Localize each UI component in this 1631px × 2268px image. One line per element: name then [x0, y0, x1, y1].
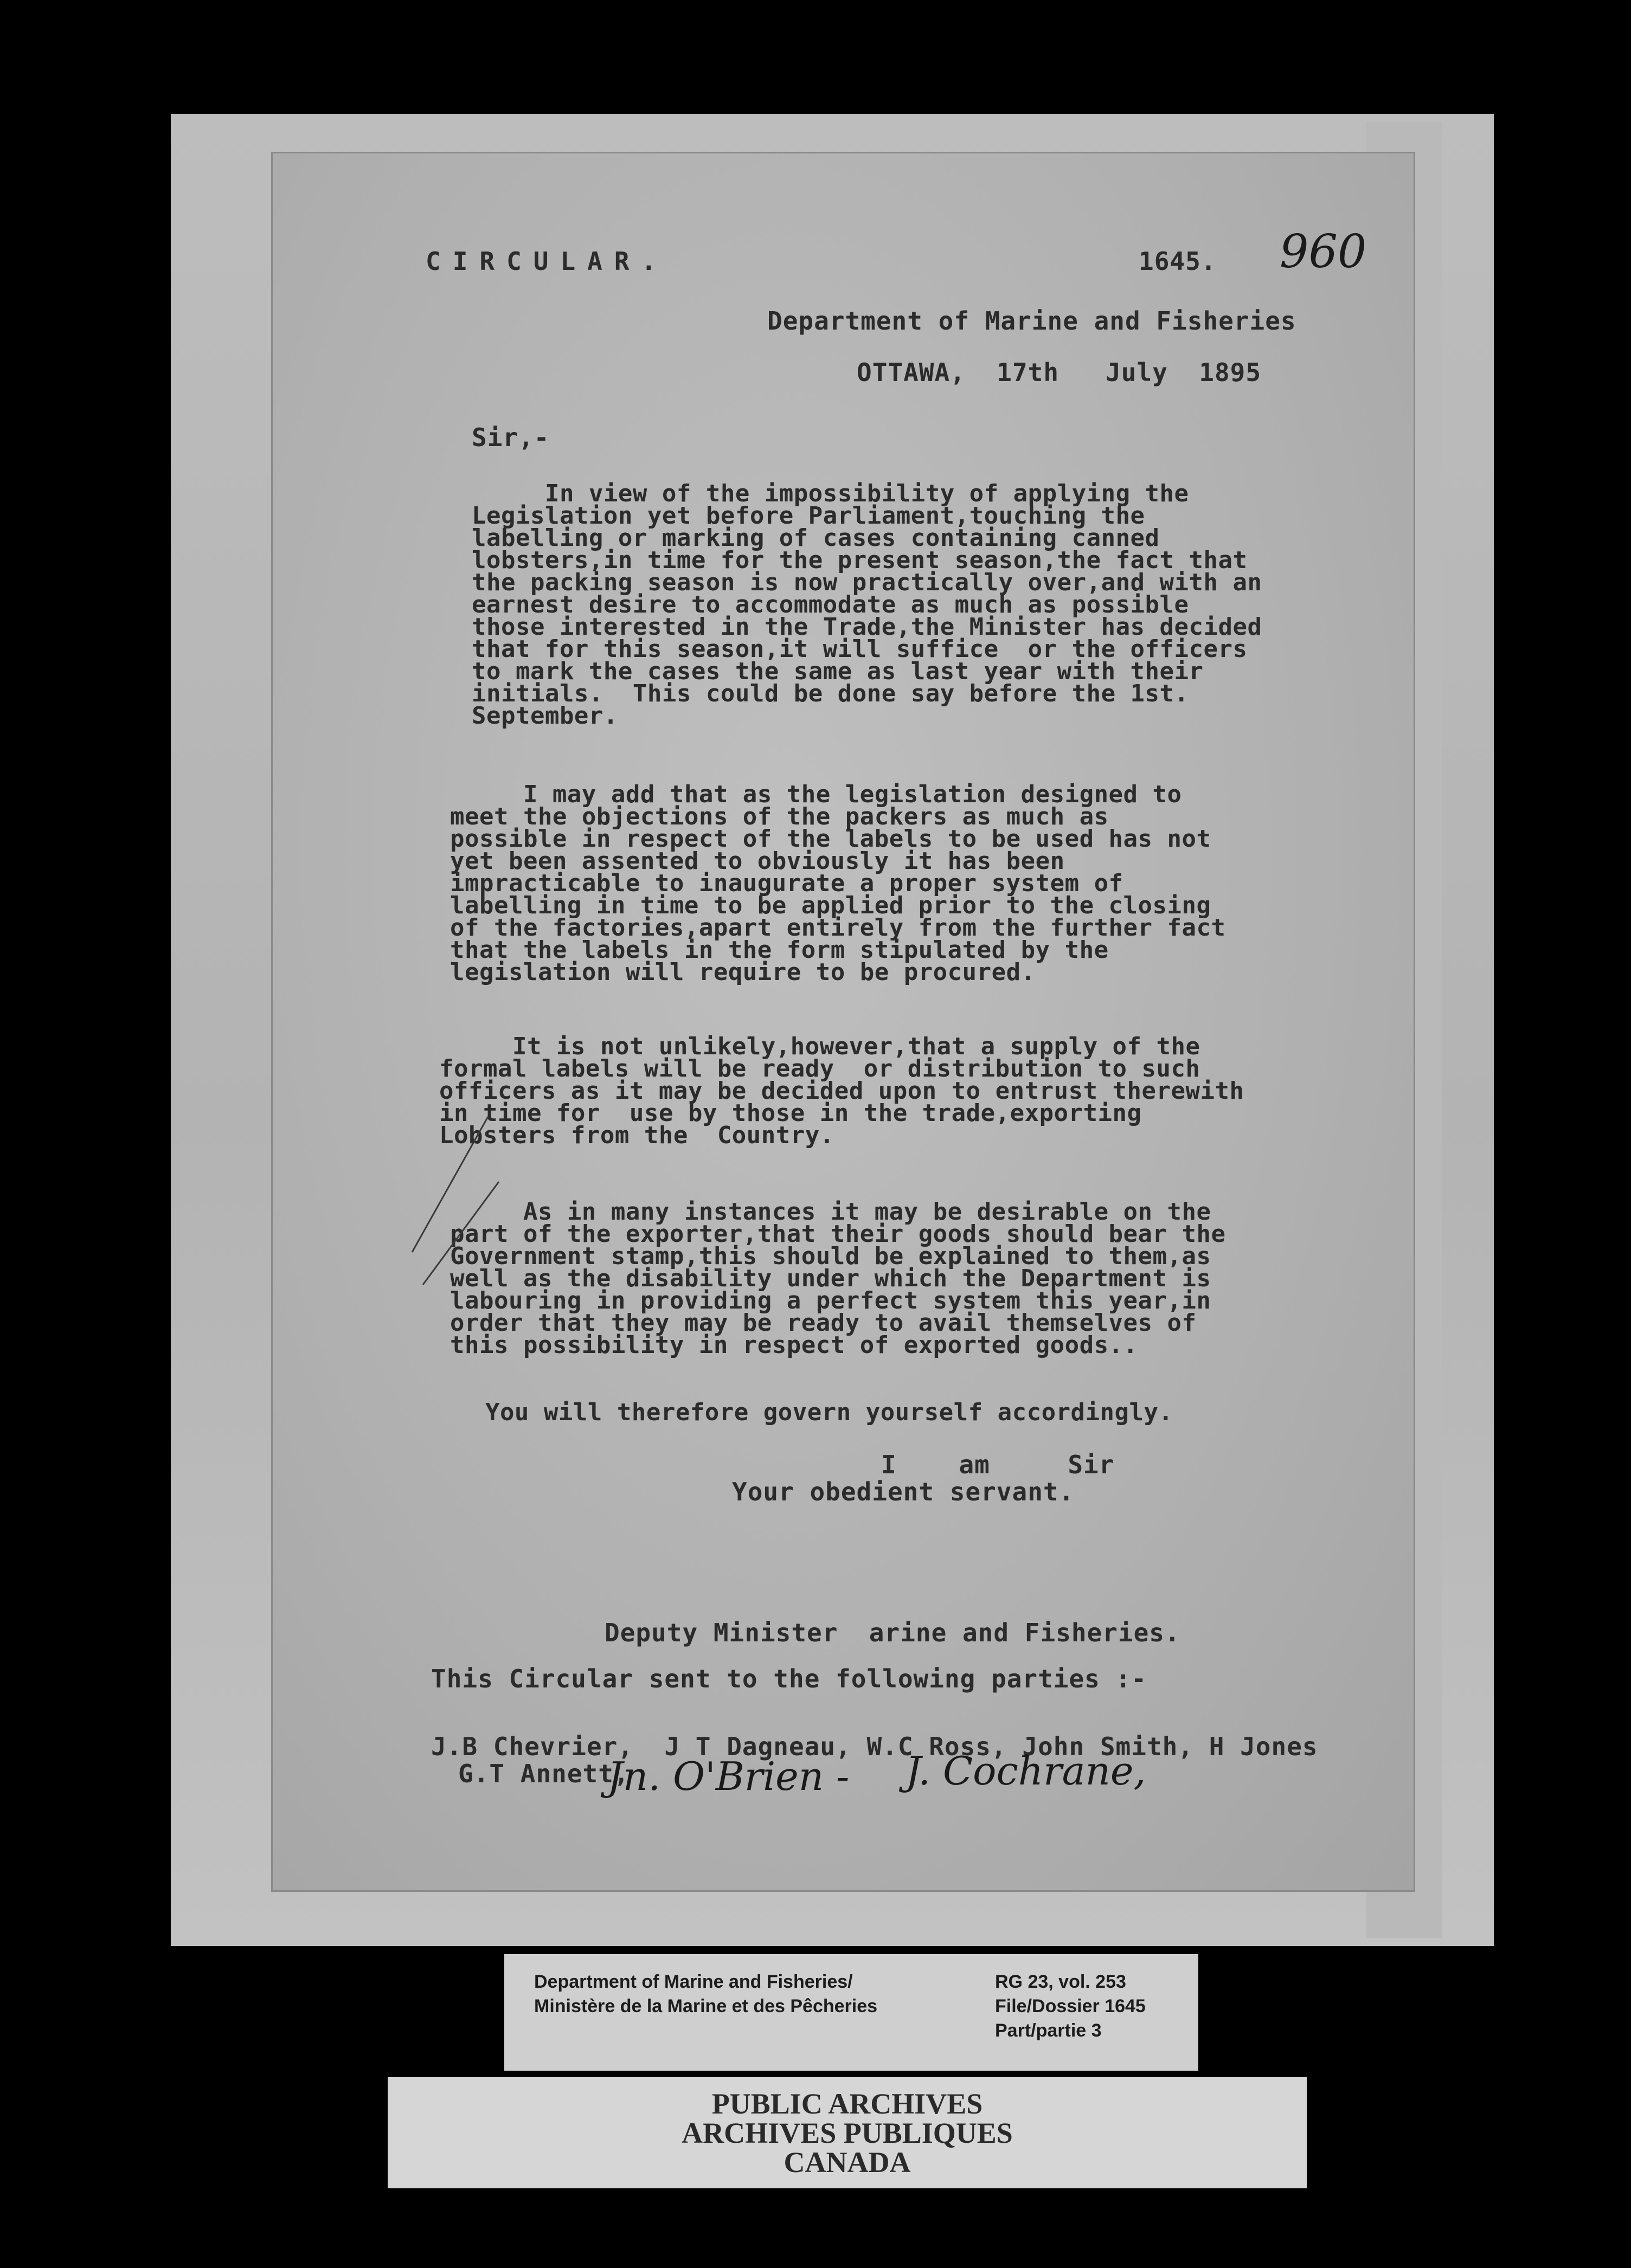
para2-line: meet the objections of the packers as much as — [450, 803, 1109, 830]
letter-sheet — [271, 152, 1415, 1892]
para1-line: September. — [472, 702, 618, 730]
para3-line: Lobsters from the Country. — [439, 1122, 834, 1149]
para1-line: those interested in the Trade,the Minister has decided — [472, 613, 1262, 641]
para1-line: In view of the impossibility of applying the — [472, 480, 1189, 507]
salutation: Sir,- — [472, 423, 550, 452]
para4-line: this possibility in respect of exported goods.. — [450, 1331, 1138, 1359]
label-rg-volume: RG 23, vol. 253 — [995, 1971, 1126, 1992]
para2-line: possible in respect of the labels to be used has not — [450, 825, 1211, 853]
para4-line: As in many instances it may be desirable on the — [450, 1198, 1211, 1226]
closing-line-1: I am Sir — [881, 1450, 1115, 1479]
para2-line: labelling in time to be applied prior to the closing — [450, 892, 1211, 919]
para3-line: officers as it may be decided upon to entrust therewith — [439, 1077, 1244, 1105]
label-department-en: Department of Marine and Fisheries/ — [534, 1971, 853, 1992]
para4-line: part of the exporter,that their goods should bear the — [450, 1220, 1226, 1248]
para2-line: legislation will require to be procured. — [450, 958, 1036, 986]
para4-line: well as the disability under which the Department is — [450, 1265, 1211, 1292]
handwritten-name-2: J. Cochrane, — [906, 1748, 1146, 1794]
para3-line: It is not unlikely,however,that a supply of the — [439, 1033, 1200, 1060]
circular-number: 1645. — [1139, 247, 1217, 276]
paragraph-2 — [450, 781, 1226, 986]
place-date: OTTAWA, 17th July 1895 — [857, 358, 1262, 387]
para2-line: that the labels in the form stipulated by the — [450, 936, 1109, 964]
recipients-line-2: G.T Annett, — [458, 1759, 630, 1788]
archives-stamp-label — [388, 2077, 1307, 2188]
para2-line: yet been assented to obviously it has been — [450, 847, 1065, 875]
para3-line: formal labels will be ready or distribution to such — [439, 1055, 1200, 1083]
para2-line: impracticable to inaugurate a proper system of — [450, 869, 1123, 897]
para1-line: lobsters,in time for the present season,the fact that — [472, 546, 1248, 574]
para1-line: labelling or marking of cases containing canned — [472, 524, 1160, 552]
department-line: Department of Marine and Fisheries — [767, 306, 1296, 336]
para1-line: to mark the cases the same as last year with their — [472, 658, 1204, 685]
para4-line: order that they may be ready to avail themselves of — [450, 1309, 1197, 1337]
paragraph-3 — [439, 1033, 1244, 1149]
para3-line: in time for use by those in the trade,exporting — [439, 1099, 1142, 1127]
circular-heading: CIRCULAR. — [426, 247, 669, 276]
recipients-line: J.B Chevrier, J T Dagneau, W.C Ross, John Smith, H Jones — [431, 1732, 1318, 1761]
para4-line: labouring in providing a perfect system this year,in — [450, 1287, 1211, 1315]
sent-to-line: This Circular sent to the following parties :- — [431, 1664, 1147, 1693]
para2-line: of the factories,apart entirely from the further fact — [450, 914, 1226, 942]
folio-number: 960 — [1280, 225, 1367, 278]
stamp-line-3: CANADA — [784, 2146, 911, 2179]
paragraph-5: You will therefore govern yourself accordingly. — [412, 1399, 1173, 1426]
paragraph-4 — [450, 1198, 1226, 1359]
para1-line: the packing season is now practically over,and with an — [472, 569, 1262, 596]
archive-reference-label — [504, 1954, 1198, 2071]
stamp-line-1: PUBLIC ARCHIVES — [711, 2087, 983, 2120]
para1-line: that for this season,it will suffice or the officers — [472, 635, 1248, 663]
signatory: Deputy Minister arine and Fisheries. — [605, 1618, 1180, 1647]
label-part: Part/partie 3 — [995, 2020, 1102, 2041]
handwritten-name-1: Jn. O'Brien - — [607, 1754, 850, 1799]
paragraph-1 — [472, 480, 1262, 730]
para4-line: Government stamp,this should be explained to them,as — [450, 1242, 1211, 1270]
stamp-line-2: ARCHIVES PUBLIQUES — [682, 2117, 1013, 2149]
para1-line: initials. This could be done say before the 1st. — [472, 680, 1189, 707]
para2-line: I may add that as the legislation designed to — [450, 781, 1182, 808]
para1-line: earnest desire to accommodate as much as possible — [472, 591, 1189, 618]
para1-line: Legislation yet before Parliament,touching the — [472, 502, 1145, 530]
label-department-fr: Ministère de la Marine et des Pêcheries — [534, 1996, 878, 2016]
closing-line-2: Your obedient servant. — [732, 1477, 1075, 1506]
label-file: File/Dossier 1645 — [995, 1996, 1146, 2016]
